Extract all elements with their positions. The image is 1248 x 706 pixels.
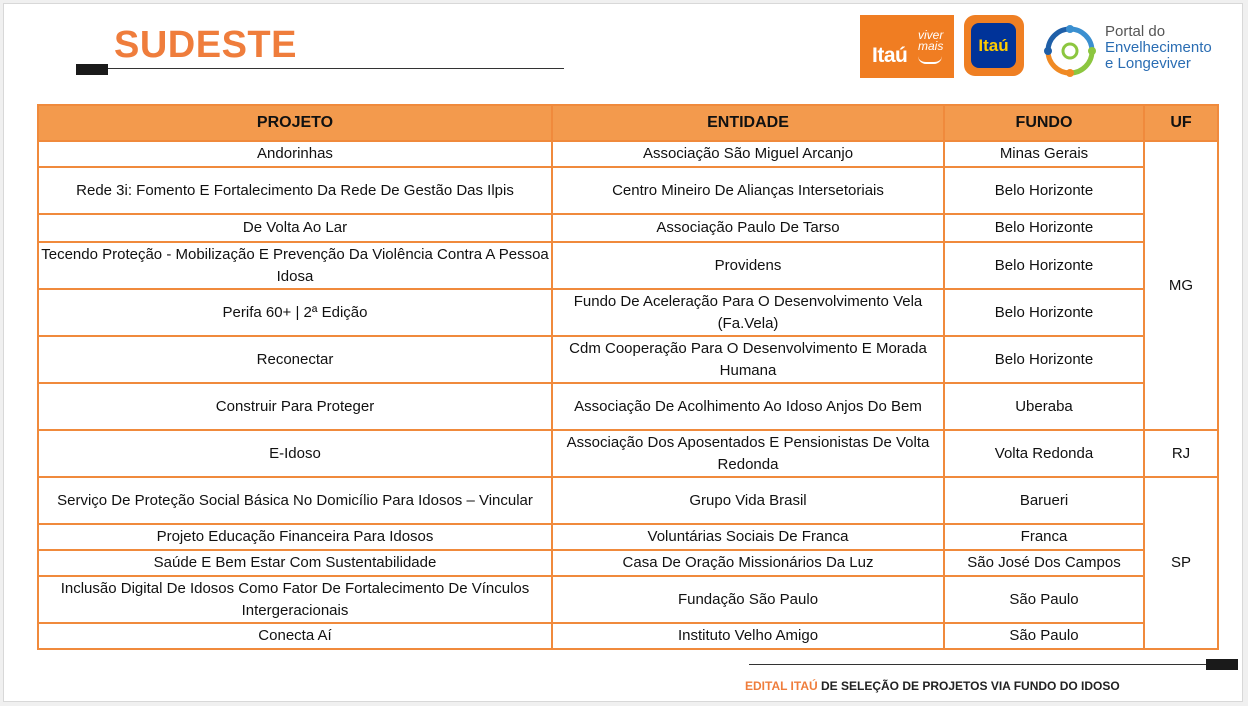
- cell-entidade: Grupo Vida Brasil: [552, 477, 944, 524]
- header-fundo: FUNDO: [944, 105, 1144, 141]
- header-projeto: PROJETO: [38, 105, 552, 141]
- itau-logo-text: Itaú: [971, 23, 1016, 68]
- cell-fundo: São Paulo: [944, 576, 1144, 623]
- cell-projeto: Saúde E Bem Estar Com Sustentabilidade: [38, 550, 552, 576]
- table-row: [38, 576, 1218, 623]
- logo-tagline-2: mais: [918, 39, 944, 53]
- title-divider-bar: [76, 64, 108, 75]
- footer-highlight: EDITAL ITAÚ: [745, 679, 818, 693]
- cell-fundo: Volta Redonda: [944, 430, 1144, 477]
- table-row: [38, 383, 1218, 430]
- table-row: [38, 623, 1218, 649]
- cell-fundo: Belo Horizonte: [944, 214, 1144, 242]
- cell-projeto: Perifa 60+ | 2ª Edição: [38, 289, 552, 336]
- cell-projeto: Serviço De Proteção Social Básica No Domicílio Para Idosos – Vincular: [38, 477, 552, 524]
- cell-projeto: Construir Para Proteger: [38, 383, 552, 430]
- cell-entidade: Associação De Acolhimento Ao Idoso Anjos Do Bem: [552, 383, 944, 430]
- table-row: [38, 214, 1218, 242]
- itau-viver-mais-logo: [860, 15, 954, 78]
- logo-tagline-1: viver: [918, 28, 944, 42]
- projects-table: [37, 104, 1219, 650]
- cell-fundo: São José Dos Campos: [944, 550, 1144, 576]
- cell-entidade: Cdm Cooperação Para O Desenvolvimento E Morada Humana: [552, 336, 944, 383]
- logo-brand-text: Itaú: [872, 44, 908, 67]
- table-row: [38, 430, 1218, 477]
- cell-projeto: Inclusão Digital De Idosos Como Fator De Fortalecimento De Vínculos Intergeracionais: [38, 576, 552, 623]
- portal-line-1: Portal do: [1105, 23, 1166, 40]
- cell-fundo: Belo Horizonte: [944, 167, 1144, 214]
- cell-uf-mg: MG: [1144, 141, 1218, 430]
- table-header-row: [38, 105, 1218, 141]
- cell-fundo: Belo Horizonte: [944, 289, 1144, 336]
- slide: [3, 3, 1243, 702]
- footer-divider: [749, 664, 1219, 665]
- cell-fundo: Belo Horizonte: [944, 242, 1144, 289]
- cell-projeto: Andorinhas: [38, 141, 552, 167]
- cell-entidade: Associação Dos Aposentados E Pensionistas De Volta Redonda: [552, 430, 944, 477]
- cell-entidade: Instituto Velho Amigo: [552, 623, 944, 649]
- table-row: [38, 477, 1218, 524]
- cell-projeto: Projeto Educação Financeira Para Idosos: [38, 524, 552, 550]
- table-row: [38, 336, 1218, 383]
- cell-projeto: Rede 3i: Fomento E Fortalecimento Da Rede De Gestão Das Ilpis: [38, 167, 552, 214]
- cell-fundo: São Paulo: [944, 623, 1144, 649]
- cell-fundo: Barueri: [944, 477, 1144, 524]
- footer-divider-bar: [1206, 659, 1238, 670]
- cell-entidade: Providens: [552, 242, 944, 289]
- cell-entidade: Fundo De Aceleração Para O Desenvolvimento Vela (Fa.Vela): [552, 289, 944, 336]
- cell-projeto: Reconectar: [38, 336, 552, 383]
- cell-fundo: Belo Horizonte: [944, 336, 1144, 383]
- table-row: [38, 141, 1218, 167]
- cell-fundo: Franca: [944, 524, 1144, 550]
- cell-projeto: Conecta Aí: [38, 623, 552, 649]
- cell-entidade: Associação Paulo De Tarso: [552, 214, 944, 242]
- footer-rest: DE SELEÇÃO DE PROJETOS VIA FUNDO DO IDOSO: [817, 679, 1120, 693]
- footer-caption: [745, 679, 1120, 693]
- portal-envelhecimento-logo: [1042, 19, 1242, 79]
- cell-entidade: Centro Mineiro De Alianças Intersetoriais: [552, 167, 944, 214]
- table-row: [38, 167, 1218, 214]
- portal-line-2: Envelhecimento: [1105, 39, 1212, 56]
- cell-fundo: Minas Gerais: [944, 141, 1144, 167]
- table-row: [38, 550, 1218, 576]
- cell-projeto: Tecendo Proteção - Mobilização E Prevenção Da Violência Contra A Pessoa Idosa: [38, 242, 552, 289]
- table-row: [38, 289, 1218, 336]
- header-entidade: ENTIDADE: [552, 105, 944, 141]
- smile-icon: [918, 56, 942, 64]
- page-title: SUDESTE: [114, 24, 297, 66]
- cell-entidade: Casa De Oração Missionários Da Luz: [552, 550, 944, 576]
- portal-line-3: e Longeviver: [1105, 55, 1191, 72]
- cell-fundo: Uberaba: [944, 383, 1144, 430]
- cell-uf-sp: SP: [1144, 477, 1218, 649]
- cell-uf-rj: RJ: [1144, 430, 1218, 477]
- cell-entidade: Voluntárias Sociais De Franca: [552, 524, 944, 550]
- cell-entidade: Associação São Miguel Arcanjo: [552, 141, 944, 167]
- portal-emblem-icon: [1042, 23, 1098, 79]
- portal-logo-text: [1105, 24, 1212, 72]
- itau-logo: [964, 15, 1024, 76]
- table-row: [38, 524, 1218, 550]
- cell-projeto: E-Idoso: [38, 430, 552, 477]
- table-row: [38, 242, 1218, 289]
- header-uf: UF: [1144, 105, 1218, 141]
- title-divider: [76, 68, 564, 69]
- logo-tagline: [918, 30, 943, 52]
- cell-projeto: De Volta Ao Lar: [38, 214, 552, 242]
- cell-entidade: Fundação São Paulo: [552, 576, 944, 623]
